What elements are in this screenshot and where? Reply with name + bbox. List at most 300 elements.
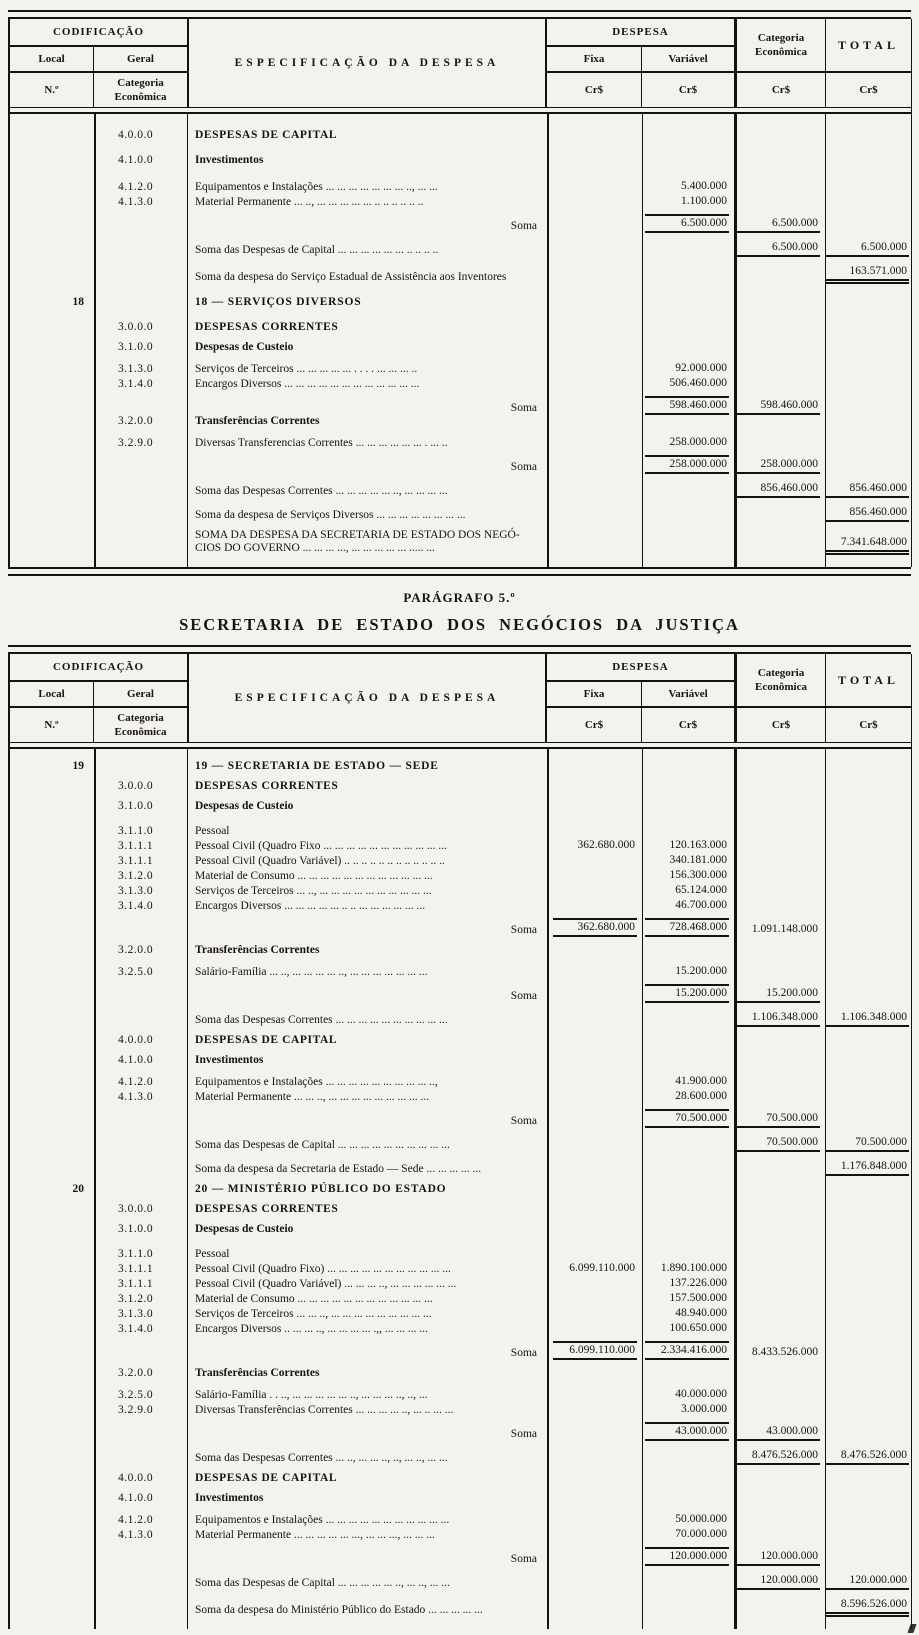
col-variavel [642, 1291, 734, 1306]
col-variavel [642, 982, 734, 1003]
row-description: Equipamentos e Instalações ... ... ... ... ... ... ... .., ... ... [195, 181, 438, 193]
col-fixa [547, 296, 642, 309]
col-fixa [547, 838, 642, 853]
col-categoria [734, 509, 825, 522]
col-categoria [734, 1367, 825, 1380]
table-row [10, 361, 911, 376]
row-description: Soma das Despesas Correntes ... .., ... ... .., .., ... .., ... ... [195, 1452, 448, 1464]
col-fixa [547, 800, 642, 813]
col-fixa [547, 1248, 642, 1261]
row-classification-code [94, 220, 187, 233]
row-local-number [10, 154, 94, 167]
col-fixa [547, 1308, 642, 1321]
col-categoria-value: 258.000.000 [736, 457, 820, 474]
col-categoria [734, 1573, 825, 1590]
col-total [825, 240, 911, 257]
row-local-number [10, 1278, 94, 1291]
col-fixa [547, 437, 642, 450]
table-row [10, 435, 911, 450]
col-categoria [734, 1529, 825, 1542]
row-description: Diversas Transferências Correntes ... ... ... ... .., ... .. ... ... [195, 1404, 454, 1416]
col-variavel-value: 2.334.416.000 [645, 1341, 729, 1360]
col-total [825, 378, 911, 391]
table-body [10, 749, 911, 1629]
table-body [10, 114, 911, 567]
col-fixa [547, 990, 642, 1003]
col-fixa [547, 461, 642, 474]
col-categoria [734, 855, 825, 868]
local-header: Local [10, 47, 94, 73]
col-total [825, 1448, 911, 1465]
row-local-number [10, 1139, 94, 1152]
section-heading: SECRETARIA DE ESTADO DOS NEGÓCIOS DA JUSTIÇA [179, 615, 740, 634]
col-fixa [547, 154, 642, 167]
row-local-number [10, 415, 94, 428]
geral-header: Geral [94, 47, 187, 73]
row-local-number: 20 [72, 1183, 84, 1195]
col-fixa [547, 196, 642, 209]
row-local-number [10, 900, 94, 913]
table-row [10, 868, 911, 883]
col-fixa [547, 1553, 642, 1566]
table-row [10, 964, 911, 979]
row-local-number [10, 1248, 94, 1261]
row-local-number [10, 870, 94, 883]
col-total [825, 402, 911, 415]
row-description: 19 — SECRETARIA DE ESTADO — SEDE [195, 760, 439, 772]
row-description: Soma [510, 1553, 537, 1565]
table-header [10, 654, 911, 742]
row-classification-code: 3.2.0.0 [118, 1367, 154, 1379]
col-variavel [642, 1223, 734, 1236]
row-classification-code [94, 1553, 187, 1566]
col-variavel-value: 65.124.000 [675, 884, 727, 896]
col-total [825, 321, 911, 334]
col-categoria [734, 415, 825, 428]
total-currency-label: Cr$ [825, 73, 911, 107]
row-classification-code: 3.2.9.0 [118, 437, 154, 449]
col-categoria [734, 1091, 825, 1104]
col-total-value: 6.500.000 [825, 240, 909, 257]
col-fixa [547, 271, 642, 284]
col-total [825, 1135, 911, 1152]
row-classification-code: 3.1.1.1 [118, 855, 154, 867]
col-fixa [547, 1389, 642, 1402]
col-variavel [642, 321, 734, 334]
col-fixa [547, 1604, 642, 1617]
col-categoria-value: 70.500.000 [736, 1111, 820, 1128]
row-classification-code [94, 1163, 187, 1176]
row-classification-code: 4.1.2.0 [118, 1514, 154, 1526]
col-variavel [642, 1321, 734, 1336]
row-description: Transferências Correntes [195, 415, 320, 427]
col-variavel-value: 340.181.000 [669, 854, 727, 866]
col-variavel [642, 415, 734, 428]
col-categoria [734, 800, 825, 813]
row-classification-code: 3.1.3.0 [118, 885, 154, 897]
col-fixa [547, 542, 642, 555]
row-classification-code [94, 1347, 187, 1360]
row-local-number [10, 1604, 94, 1617]
col-total [825, 944, 911, 957]
row-classification-code [94, 1428, 187, 1441]
row-description: Soma [510, 1115, 537, 1127]
col-categoria [734, 378, 825, 391]
row-classification-code: 3.1.1.0 [118, 825, 154, 837]
col-variavel [642, 509, 734, 522]
col-total [825, 341, 911, 354]
col-total [825, 461, 911, 474]
budget-table-2 [8, 645, 911, 1629]
col-total [825, 1389, 911, 1402]
col-categoria [734, 1424, 825, 1441]
row-local-number [10, 244, 94, 257]
col-categoria [734, 1293, 825, 1306]
col-variavel [642, 853, 734, 868]
row-description: Diversas Transferencias Correntes ... ... ... ... ... ... . ... .. [195, 437, 448, 449]
row-local-number [10, 1323, 94, 1336]
table-row [10, 1573, 911, 1590]
row-local-number [10, 378, 94, 391]
row-description: Soma da despesa da Secretaria de Estado — Sede ... ... ... ... ... [195, 1163, 482, 1175]
col-categoria [734, 398, 825, 415]
table-row [10, 1291, 911, 1306]
col-total [825, 990, 911, 1003]
table-row [10, 1135, 911, 1152]
row-description: Serviços de Terceiros ... .., ... ... ... ... ... ... ... ... ... ... [195, 885, 432, 897]
col-categoria [734, 922, 825, 937]
row-classification-code: 4.0.0.0 [118, 129, 154, 141]
row-local-number [10, 129, 94, 142]
paragraph-heading: PARÁGRAFO 5.º [403, 590, 516, 605]
table-row [10, 1089, 911, 1104]
row-classification-code: 3.2.9.0 [118, 1404, 154, 1416]
row-local-number [10, 825, 94, 838]
col-categoria [734, 840, 825, 853]
col-total [825, 1010, 911, 1027]
col-fixa [547, 244, 642, 257]
col-categoria [734, 1472, 825, 1485]
categoria-economica-column-header [734, 19, 825, 73]
row-classification-code: 3.1.2.0 [118, 1293, 154, 1305]
col-categoria-value: 598.460.000 [736, 398, 820, 415]
col-total [825, 900, 911, 913]
row-local-number: 18 [72, 296, 84, 308]
table-row [10, 179, 911, 194]
col-variavel [642, 1203, 734, 1216]
row-classification-code: 3.1.3.0 [118, 1308, 154, 1320]
table-top-rule [8, 645, 911, 654]
col-categoria [734, 271, 825, 284]
col-categoria [734, 341, 825, 354]
col-categoria-value: 70.500.000 [736, 1135, 820, 1152]
row-local-number [10, 1163, 94, 1176]
col-variavel [642, 542, 734, 555]
especificacao-header: ESPECIFICAÇÃO DA DESPESA [187, 654, 547, 742]
row-local-number [10, 855, 94, 868]
col-total [825, 415, 911, 428]
col-fixa [547, 181, 642, 194]
col-categoria [734, 129, 825, 142]
col-categoria [734, 1514, 825, 1527]
row-classification-code [94, 924, 187, 937]
col-fixa [547, 1529, 642, 1542]
table-row [10, 129, 911, 142]
col-variavel-value: 100.650.000 [669, 1322, 727, 1334]
table-row [10, 838, 911, 853]
row-classification-code: 4.1.2.0 [118, 1076, 154, 1088]
table-row [10, 1321, 911, 1336]
row-classification-code: 3.1.4.0 [118, 900, 154, 912]
col-fixa [547, 378, 642, 391]
table-row [10, 341, 911, 354]
col-fixa [547, 1293, 642, 1306]
col-fixa-value: 6.099.110.000 [553, 1341, 637, 1360]
despesa-header: DESPESA [547, 19, 734, 47]
soma-row [10, 212, 911, 233]
row-description: Encargos Diversos ... ... ... ... ... ... ... ... ... ... ... ... [195, 378, 420, 390]
col-fixa [547, 900, 642, 913]
col-variavel [642, 1276, 734, 1291]
col-variavel [642, 1089, 734, 1104]
col-fixa [547, 870, 642, 883]
row-local-number [10, 271, 94, 284]
row-description: 20 — MINISTÉRIO PÚBLICO DO ESTADO [195, 1183, 447, 1195]
row-local-number [10, 437, 94, 450]
row-description: Despesas de Custeio [195, 1223, 294, 1235]
col-fixa [547, 415, 642, 428]
col-fixa [547, 1014, 642, 1027]
row-classification-code: 3.0.0.0 [118, 321, 154, 333]
row-classification-code: 3.1.0.0 [118, 341, 154, 353]
soma-row [10, 394, 911, 415]
table-row [10, 1159, 911, 1176]
variavel-currency-label: Cr$ [678, 84, 698, 96]
table-row [10, 1203, 911, 1216]
table-row [10, 1306, 911, 1321]
row-classification-code: 3.0.0.0 [118, 1203, 154, 1215]
col-total [825, 1597, 911, 1617]
col-total [825, 181, 911, 194]
table-row [10, 1492, 911, 1505]
col-variavel [642, 296, 734, 309]
row-description: SOMA DA DESPESA DA SECRETARIA DE ESTADO DOS NEGÓ- CIOS DO GOVERNO ... ... ... ..., ... ... ... ... ... ..... ... [195, 529, 520, 554]
col-variavel [642, 868, 734, 883]
col-variavel-value: 1.890.100.000 [660, 1262, 727, 1274]
col-categoria [734, 760, 825, 773]
col-total [825, 1323, 911, 1336]
col-categoria [734, 966, 825, 979]
row-classification-code: 3.1.3.0 [118, 363, 154, 375]
col-variavel [642, 1107, 734, 1128]
col-categoria [734, 1492, 825, 1505]
row-description: DESPESAS DE CAPITAL [195, 129, 338, 141]
variavel-currency-label: Cr$ [678, 719, 698, 731]
col-categoria-value: 43.000.000 [736, 1424, 820, 1441]
row-description: Serviços de Terceiros ... ... .., ... ... ... ... ... ... ... ... ... [195, 1308, 432, 1320]
col-total-value: 856.460.000 [825, 481, 909, 498]
row-description: Investimentos [195, 154, 264, 166]
soma-row [10, 1420, 911, 1441]
col-variavel-value: 6.500.000 [645, 214, 729, 233]
row-description: Soma [510, 990, 537, 1002]
col-variavel [642, 1074, 734, 1089]
row-classification-code [94, 1014, 187, 1027]
col-variavel [642, 129, 734, 142]
row-description: Equipamentos e Instalações ... ... ... ... ... ... ... ... ... .., [195, 1076, 438, 1088]
row-classification-code: 4.0.0.0 [118, 1034, 154, 1046]
row-local-number [10, 944, 94, 957]
table-row [10, 505, 911, 522]
col-fixa [547, 1367, 642, 1380]
col-variavel-value: 3.000.000 [681, 1403, 727, 1415]
row-classification-code: 3.2.0.0 [118, 944, 154, 956]
row-classification-code [94, 485, 187, 498]
col-variavel-value: 506.460.000 [669, 377, 727, 389]
col-categoria [734, 780, 825, 793]
col-total-value: 7.341.648.000 [825, 535, 909, 555]
col-fixa [547, 1404, 642, 1417]
col-fixa [547, 1139, 642, 1152]
table-row [10, 1010, 911, 1027]
row-local-number [10, 1404, 94, 1417]
header-separator-rule [10, 107, 911, 114]
col-variavel-value: 728.468.000 [645, 918, 729, 937]
numero-header: N.º [10, 73, 94, 107]
row-description: Transferências Correntes [195, 1367, 320, 1379]
col-categoria [734, 1010, 825, 1027]
codificacao-header: CODIFICAÇÃO [10, 19, 187, 47]
col-fixa [547, 780, 642, 793]
col-fixa [547, 1054, 642, 1067]
col-total [825, 481, 911, 498]
fixa-currency-label: Cr$ [547, 708, 642, 742]
col-variavel-value: 120.000.000 [645, 1547, 729, 1566]
col-categoria [734, 154, 825, 167]
col-fixa [547, 944, 642, 957]
col-total [825, 1248, 911, 1261]
col-variavel-value: 15.200.000 [645, 984, 729, 1003]
col-categoria [734, 363, 825, 376]
col-variavel-value: 70.500.000 [645, 1109, 729, 1128]
col-fixa [547, 1339, 642, 1360]
row-description: Salário-Família . . .., ... ... ... ... ... .., ... ... ... .., .., ... [195, 1389, 428, 1401]
row-description: Pessoal [195, 825, 230, 837]
row-description: Soma [510, 1347, 537, 1359]
row-description: Soma [510, 402, 537, 414]
col-variavel [642, 453, 734, 474]
row-local-number [10, 1553, 94, 1566]
row-classification-code: 3.1.1.1 [118, 1278, 154, 1290]
row-classification-code: 3.2.5.0 [118, 966, 154, 978]
col-fixa [547, 1091, 642, 1104]
col-categoria [734, 1549, 825, 1566]
col-total [825, 1529, 911, 1542]
row-local-number [10, 780, 94, 793]
col-variavel [642, 212, 734, 233]
col-categoria [734, 1054, 825, 1067]
row-local-number [10, 1308, 94, 1321]
col-variavel [642, 1306, 734, 1321]
table-row [10, 296, 911, 309]
col-variavel [642, 154, 734, 167]
row-classification-code [94, 271, 187, 284]
col-fixa [547, 1472, 642, 1485]
row-classification-code [94, 542, 187, 555]
row-description: Despesas de Custeio [195, 800, 294, 812]
col-total [825, 1367, 911, 1380]
row-local-number [10, 402, 94, 415]
col-total [825, 924, 911, 937]
row-description: Despesas de Custeio [195, 341, 294, 353]
row-local-number [10, 1577, 94, 1590]
col-fixa [547, 1514, 642, 1527]
row-classification-code: 4.1.0.0 [118, 1054, 154, 1066]
col-categoria [734, 885, 825, 898]
col-categoria [734, 1223, 825, 1236]
col-categoria [734, 986, 825, 1003]
row-classification-code [94, 1604, 187, 1617]
table-row [10, 780, 911, 793]
col-categoria [734, 870, 825, 883]
col-variavel-value: 43.000.000 [645, 1422, 729, 1441]
row-description: Soma da despesa do Serviço Estadual de Assistência aos Inventores [195, 271, 507, 283]
col-categoria [734, 216, 825, 233]
col-variavel [642, 1452, 734, 1465]
col-variavel [642, 1034, 734, 1047]
col-fixa [547, 1076, 642, 1089]
col-variavel [642, 825, 734, 838]
col-categoria [734, 240, 825, 257]
col-variavel [642, 1139, 734, 1152]
col-variavel [642, 898, 734, 913]
col-variavel [642, 1183, 734, 1196]
col-total [825, 1428, 911, 1441]
row-local-number [10, 1293, 94, 1306]
col-fixa [547, 485, 642, 498]
row-local-number [10, 1428, 94, 1441]
col-variavel [642, 485, 734, 498]
col-fixa [547, 1323, 642, 1336]
categoria-currency-label: Cr$ [734, 708, 825, 742]
col-variavel [642, 838, 734, 853]
col-categoria-value: 8.476.526.000 [736, 1448, 820, 1465]
col-total [825, 437, 911, 450]
row-classification-code: 3.1.1.1 [118, 840, 154, 852]
col-variavel [642, 1420, 734, 1441]
row-classification-code: 3.1.0.0 [118, 800, 154, 812]
col-total [825, 1159, 911, 1176]
col-fixa [547, 1115, 642, 1128]
col-total [825, 1076, 911, 1089]
col-variavel-value: 41.900.000 [675, 1075, 727, 1087]
col-categoria [734, 1448, 825, 1465]
col-categoria-value: 1.091.148.000 [751, 923, 818, 935]
col-fixa [547, 1492, 642, 1505]
table-row [10, 1261, 911, 1276]
categoria-label-line2: Econômica [114, 91, 167, 103]
col-total [825, 535, 911, 555]
row-local-number [10, 1223, 94, 1236]
table-row [10, 1248, 911, 1261]
table-row [10, 529, 911, 555]
table-row [10, 1527, 911, 1542]
col-variavel-value: 156.300.000 [669, 869, 727, 881]
table-row [10, 1597, 911, 1617]
row-description: DESPESAS DE CAPITAL [195, 1472, 338, 1484]
row-description: Equipamentos e Instalações ... ... ... ... ... ... ... ... ... ... ... [195, 1514, 450, 1526]
table-row [10, 1367, 911, 1380]
